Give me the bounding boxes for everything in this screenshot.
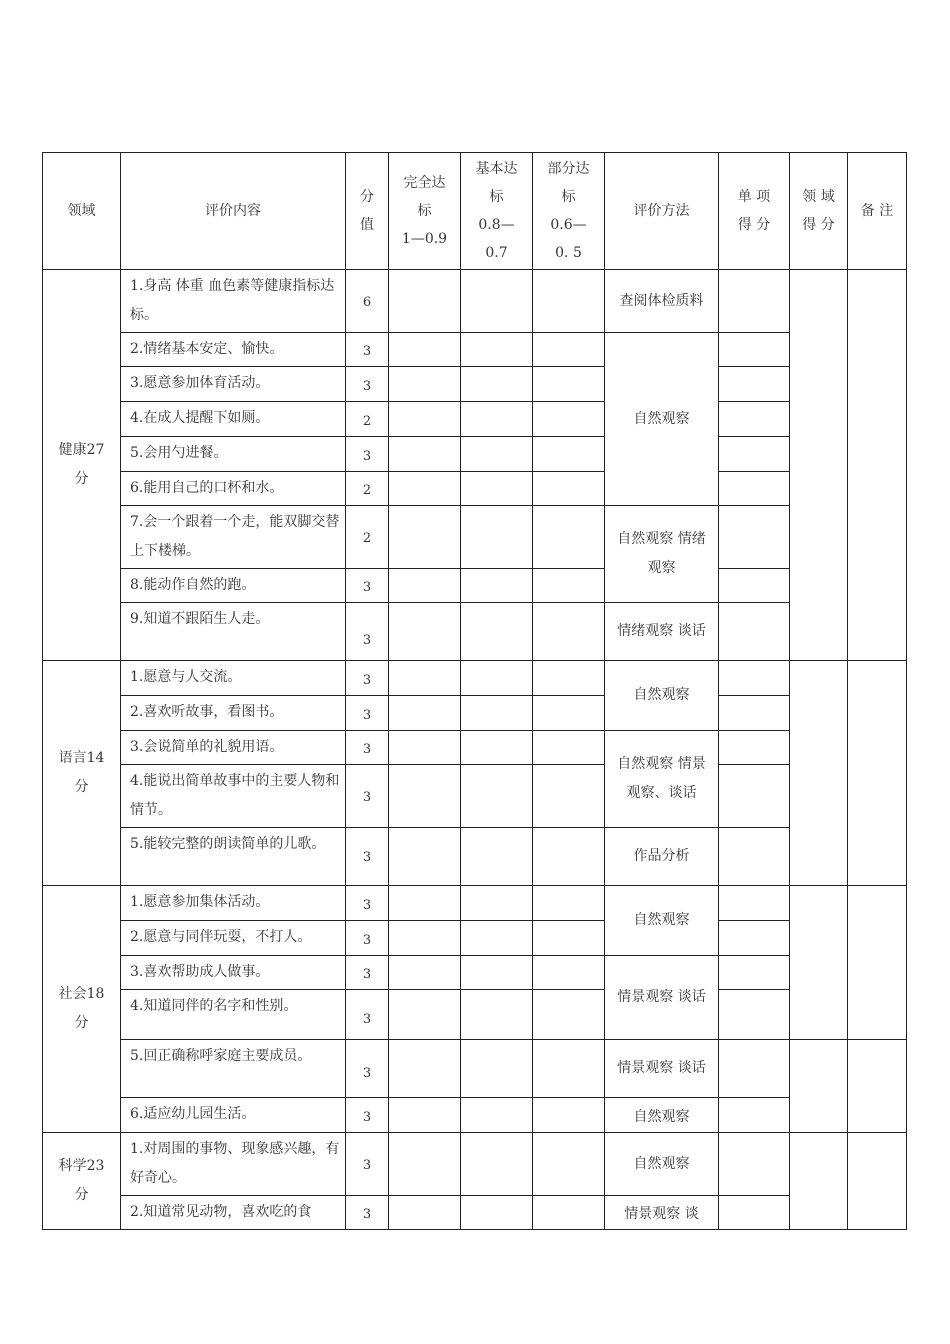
header-content: 评价内容: [121, 153, 346, 270]
method-cell: 作品分析: [605, 828, 719, 886]
table-row: [43, 437, 907, 472]
full-cell[interactable]: [389, 921, 461, 956]
table-row: [43, 506, 907, 569]
method-cell: 情景观察 谈话: [605, 1040, 719, 1098]
domain-score-cell[interactable]: [790, 661, 848, 886]
method-cell: 查阅体检质料: [605, 270, 719, 333]
full-cell[interactable]: [389, 402, 461, 437]
basic-cell[interactable]: [461, 765, 533, 828]
item-content: 2.情绪基本安定、愉快。: [121, 333, 346, 367]
section-health: 健康27 分: [43, 270, 121, 661]
full-cell[interactable]: [389, 886, 461, 921]
item-score: 3: [346, 1196, 389, 1230]
header-item-score: 单 项 得 分: [719, 153, 790, 270]
basic-cell[interactable]: [461, 472, 533, 506]
item-content: 2.愿意与同伴玩耍，不打人。: [121, 921, 346, 956]
remark-cell[interactable]: [848, 270, 907, 661]
section-science: 科学23 分: [43, 1133, 121, 1230]
full-cell[interactable]: [389, 956, 461, 990]
item-score: 3: [346, 367, 389, 402]
item-content: 4.能说出简单故事中的主要人物和情节。: [121, 765, 346, 828]
header-partial: 部分达 标 0.6— 0. 5: [533, 153, 605, 270]
partial-cell[interactable]: [533, 921, 605, 956]
partial-cell[interactable]: [533, 1133, 605, 1196]
item-score-cell[interactable]: [719, 367, 790, 402]
item-content: 4.知道同伴的名字和性别。: [121, 990, 346, 1040]
table-row: [43, 956, 907, 990]
item-score: 3: [346, 765, 389, 828]
evaluation-table: [42, 152, 907, 1230]
table-row: [43, 921, 907, 956]
method-cell: 自然观察: [605, 661, 719, 731]
item-score: 3: [346, 1098, 389, 1133]
item-score: 3: [346, 569, 389, 603]
table-row: [43, 990, 907, 1040]
item-score: 2: [346, 472, 389, 506]
header-score: 分 值: [346, 153, 389, 270]
domain-score-cell[interactable]: [790, 886, 848, 1040]
item-content: 3.愿意参加体育活动。: [121, 367, 346, 402]
partial-cell[interactable]: [533, 828, 605, 886]
item-score: 2: [346, 402, 389, 437]
table-row: [43, 731, 907, 765]
item-score-cell[interactable]: [719, 506, 790, 569]
item-content: 1.身高 体重 血色素等健康指标达标。: [121, 270, 346, 333]
item-score-cell[interactable]: [719, 886, 790, 921]
item-score: 3: [346, 828, 389, 886]
remark-cell[interactable]: [848, 1133, 907, 1230]
partial-cell[interactable]: [533, 661, 605, 696]
item-score: 3: [346, 990, 389, 1040]
partial-cell[interactable]: [533, 1098, 605, 1133]
table-row: [43, 1196, 907, 1230]
item-content: 6.适应幼儿园生活。: [121, 1098, 346, 1133]
full-cell[interactable]: [389, 990, 461, 1040]
item-content: 5.会用勺进餐。: [121, 437, 346, 472]
remark-cell[interactable]: [848, 886, 907, 1040]
item-score-cell[interactable]: [719, 1040, 790, 1098]
item-content: 9.知道不跟陌生人走。: [121, 603, 346, 661]
partial-cell[interactable]: [533, 731, 605, 765]
table-row: [43, 569, 907, 603]
item-score-cell[interactable]: [719, 437, 790, 472]
full-cell[interactable]: [389, 1040, 461, 1098]
partial-cell[interactable]: [533, 506, 605, 569]
method-cell: 情景观察 谈话: [605, 956, 719, 1040]
partial-cell[interactable]: [533, 1040, 605, 1098]
table-row: [43, 270, 907, 333]
item-score: 3: [346, 886, 389, 921]
item-score: 2: [346, 506, 389, 569]
method-cell: 自然观察: [605, 886, 719, 956]
basic-cell[interactable]: [461, 402, 533, 437]
item-content: 8.能动作自然的跑。: [121, 569, 346, 603]
domain-score-cell[interactable]: [790, 1040, 848, 1133]
method-cell: 情景观察 谈: [605, 1196, 719, 1230]
basic-cell[interactable]: [461, 270, 533, 333]
item-score-cell[interactable]: [719, 990, 790, 1040]
full-cell[interactable]: [389, 765, 461, 828]
table-row: [43, 765, 907, 828]
table-row: [43, 661, 907, 696]
item-content: 5.能较完整的朗读简单的儿歌。: [121, 828, 346, 886]
full-cell[interactable]: [389, 1196, 461, 1230]
basic-cell[interactable]: [461, 828, 533, 886]
table-row: [43, 1133, 907, 1196]
item-content: 3.会说简单的礼貌用语。: [121, 731, 346, 765]
full-cell[interactable]: [389, 696, 461, 731]
basic-cell[interactable]: [461, 1196, 533, 1230]
item-content: 3.喜欢帮助成人做事。: [121, 956, 346, 990]
partial-cell[interactable]: [533, 1196, 605, 1230]
basic-cell[interactable]: [461, 367, 533, 402]
item-score-cell[interactable]: [719, 603, 790, 661]
item-score: 3: [346, 437, 389, 472]
header-full: 完全达 标 1—0.9: [389, 153, 461, 270]
partial-cell[interactable]: [533, 603, 605, 661]
item-score-cell[interactable]: [719, 956, 790, 990]
table-row: [43, 367, 907, 402]
table-row: [43, 886, 907, 921]
table-row: [43, 828, 907, 886]
table-row: [43, 603, 907, 661]
item-score: 6: [346, 270, 389, 333]
item-score: 3: [346, 696, 389, 731]
basic-cell[interactable]: [461, 731, 533, 765]
header-remark: 备 注: [848, 153, 907, 270]
partial-cell[interactable]: [533, 270, 605, 333]
item-score-cell[interactable]: [719, 569, 790, 603]
full-cell[interactable]: [389, 603, 461, 661]
method-cell: 自然观察: [605, 1133, 719, 1196]
basic-cell[interactable]: [461, 1133, 533, 1196]
item-score: 3: [346, 1133, 389, 1196]
item-score-cell[interactable]: [719, 661, 790, 696]
full-cell[interactable]: [389, 569, 461, 603]
basic-cell[interactable]: [461, 956, 533, 990]
method-cell: 自然观察: [605, 333, 719, 506]
partial-cell[interactable]: [533, 765, 605, 828]
method-cell: 自然观察 情景观察、谈话: [605, 731, 719, 828]
full-cell[interactable]: [389, 1133, 461, 1196]
header-basic: 基本达 标 0.8— 0.7: [461, 153, 533, 270]
item-score-cell[interactable]: [719, 402, 790, 437]
partial-cell[interactable]: [533, 886, 605, 921]
item-score-cell[interactable]: [719, 1196, 790, 1230]
full-cell[interactable]: [389, 367, 461, 402]
basic-cell[interactable]: [461, 603, 533, 661]
item-content: 1.对周围的事物、现象感兴趣，有好奇心。: [121, 1133, 346, 1196]
full-cell[interactable]: [389, 828, 461, 886]
item-score: 3: [346, 731, 389, 765]
item-score: 3: [346, 603, 389, 661]
full-cell[interactable]: [389, 661, 461, 696]
full-cell[interactable]: [389, 506, 461, 569]
basic-cell[interactable]: [461, 506, 533, 569]
full-cell[interactable]: [389, 437, 461, 472]
method-cell: 情绪观察 谈话: [605, 603, 719, 661]
full-cell[interactable]: [389, 270, 461, 333]
item-score: 3: [346, 921, 389, 956]
full-cell[interactable]: [389, 731, 461, 765]
item-score: 3: [346, 956, 389, 990]
basic-cell[interactable]: [461, 990, 533, 1040]
partial-cell[interactable]: [533, 367, 605, 402]
header-domain-score: 领 域 得 分: [790, 153, 848, 270]
header-method: 评价方法: [605, 153, 719, 270]
table-row: [43, 696, 907, 731]
item-score-cell[interactable]: [719, 270, 790, 333]
item-score-cell[interactable]: [719, 333, 790, 367]
section-language: 语言14 分: [43, 661, 121, 886]
item-score: 3: [346, 661, 389, 696]
item-content: 4.在成人提醒下如厕。: [121, 402, 346, 437]
partial-cell[interactable]: [533, 437, 605, 472]
item-score-cell[interactable]: [719, 731, 790, 765]
table-row: [43, 402, 907, 437]
basic-cell[interactable]: [461, 437, 533, 472]
remark-cell[interactable]: [848, 1040, 907, 1133]
item-score-cell[interactable]: [719, 696, 790, 731]
partial-cell[interactable]: [533, 956, 605, 990]
item-score: 3: [346, 333, 389, 367]
partial-cell[interactable]: [533, 472, 605, 506]
partial-cell[interactable]: [533, 402, 605, 437]
basic-cell[interactable]: [461, 886, 533, 921]
full-cell[interactable]: [389, 1098, 461, 1133]
item-content: 1.愿意与人交流。: [121, 661, 346, 696]
partial-cell[interactable]: [533, 333, 605, 367]
basic-cell[interactable]: [461, 569, 533, 603]
full-cell[interactable]: [389, 333, 461, 367]
item-score-cell[interactable]: [719, 1098, 790, 1133]
basic-cell[interactable]: [461, 1040, 533, 1098]
partial-cell[interactable]: [533, 569, 605, 603]
item-score-cell[interactable]: [719, 828, 790, 886]
basic-cell[interactable]: [461, 1098, 533, 1133]
header-domain: 领域: [43, 153, 121, 270]
header-row: [43, 153, 907, 270]
partial-cell[interactable]: [533, 990, 605, 1040]
item-score-cell[interactable]: [719, 921, 790, 956]
item-score-cell[interactable]: [719, 1133, 790, 1196]
partial-cell[interactable]: [533, 696, 605, 731]
table-row: [43, 472, 907, 506]
item-score: 3: [346, 1040, 389, 1098]
basic-cell[interactable]: [461, 661, 533, 696]
item-content: 6.能用自己的口杯和水。: [121, 472, 346, 506]
item-content: 2.知道常见动物，喜欢吃的食: [121, 1196, 346, 1230]
item-score-cell[interactable]: [719, 472, 790, 506]
item-content: 1.愿意参加集体活动。: [121, 886, 346, 921]
item-content: 5.回正确称呼家庭主要成员。: [121, 1040, 346, 1098]
remark-cell[interactable]: [848, 661, 907, 886]
method-cell: 自然观察: [605, 1098, 719, 1133]
table-row: [43, 333, 907, 367]
section-social: 社会18 分: [43, 886, 121, 1133]
item-content: 7.会一个跟着一个走，能双脚交替上下楼梯。: [121, 506, 346, 569]
basic-cell[interactable]: [461, 696, 533, 731]
basic-cell[interactable]: [461, 333, 533, 367]
item-score-cell[interactable]: [719, 765, 790, 828]
basic-cell[interactable]: [461, 921, 533, 956]
item-content: 2.喜欢听故事，看图书。: [121, 696, 346, 731]
table-row: [43, 1040, 907, 1098]
full-cell[interactable]: [389, 472, 461, 506]
table-row: [43, 1098, 907, 1133]
domain-score-cell[interactable]: [790, 270, 848, 661]
domain-score-cell[interactable]: [790, 1133, 848, 1230]
method-cell: 自然观察 情绪观察: [605, 506, 719, 603]
